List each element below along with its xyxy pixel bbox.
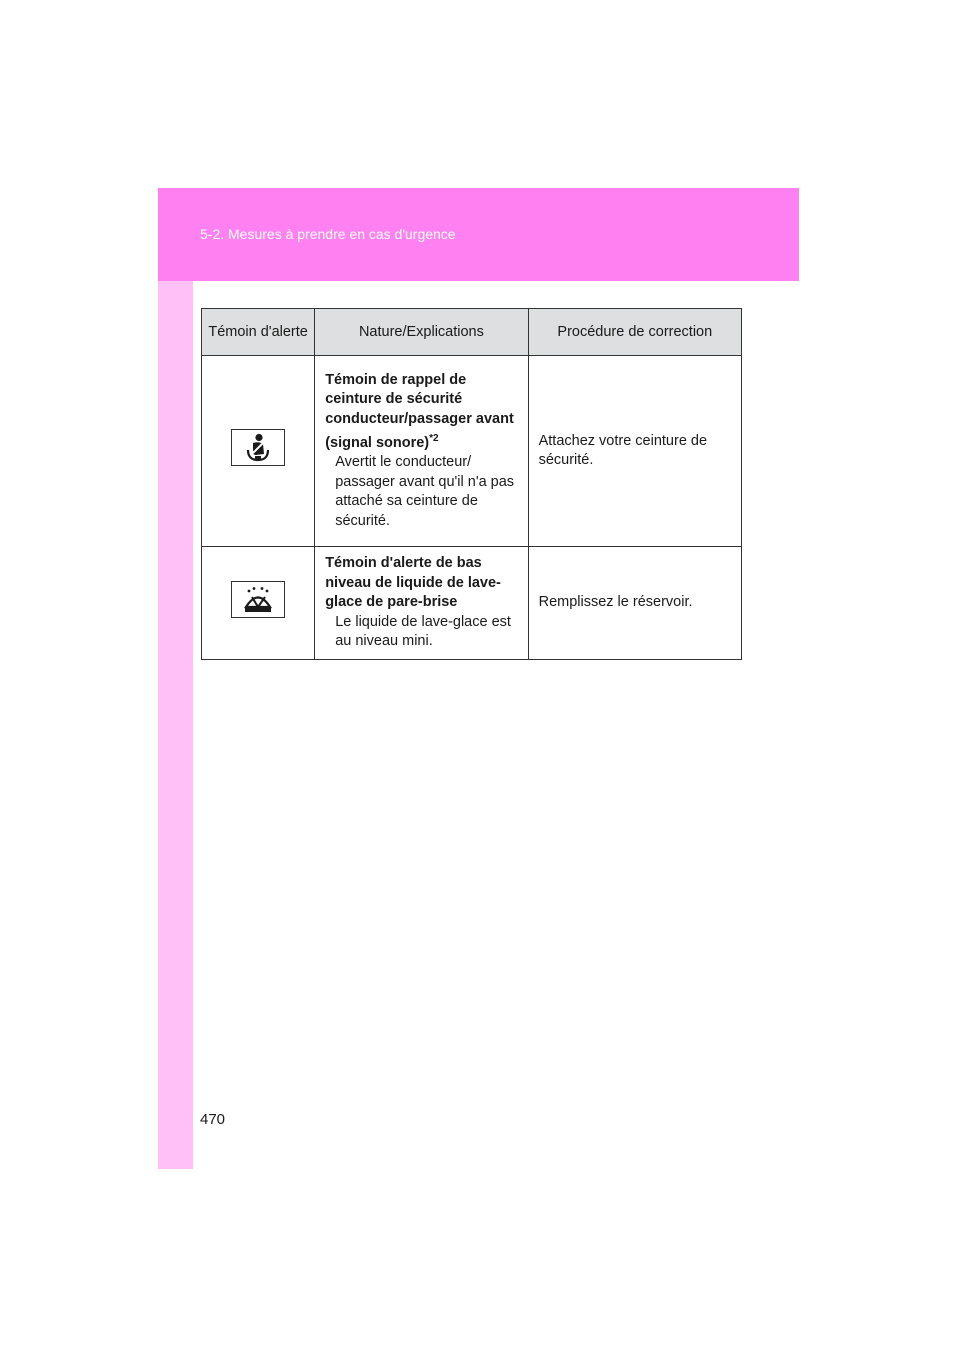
- warning-light-cell: [202, 547, 315, 660]
- footnote-ref: *2: [429, 433, 439, 445]
- correction-cell: Attachez votre ceinture de sécurité.: [528, 356, 741, 547]
- warning-description: Le liquide de lave-glace est au niveau mini.: [335, 613, 511, 650]
- warning-light-cell: [202, 356, 315, 547]
- warning-title: Témoin d'alerte de bas niveau de liquide de lave-glace de pare-brise: [325, 555, 501, 611]
- explanation-cell: [315, 356, 528, 547]
- column-header-correction: Procédure de correction: [528, 309, 741, 356]
- section-title: 5-2. Mesures à prendre en cas d'urgence: [200, 226, 456, 242]
- warning-lights-table: [201, 308, 742, 660]
- explanation-cell: [315, 547, 528, 660]
- table-header-row: [202, 309, 742, 356]
- washer-fluid-low-icon: [231, 581, 285, 618]
- warning-title: Témoin de rappel de ceinture de sécurité conducteur/passager avant (signal sonore)$^{*2}$: [325, 371, 514, 451]
- warning-description: Avertit le conducteur/ passager avant qu'il n'a pas attaché sa ceinture de sécurité.: [335, 454, 515, 529]
- column-header-explanation: Nature/Explications: [315, 309, 528, 356]
- chapter-side-band: [158, 281, 193, 1169]
- table-row: [202, 547, 742, 660]
- column-header-warning-light: Témoin d'alerte: [202, 309, 315, 356]
- table-row: [202, 356, 742, 547]
- page-number: 470: [200, 1111, 226, 1128]
- correction-cell: Remplissez le réservoir.: [528, 547, 741, 660]
- seatbelt-reminder-icon: [231, 429, 285, 466]
